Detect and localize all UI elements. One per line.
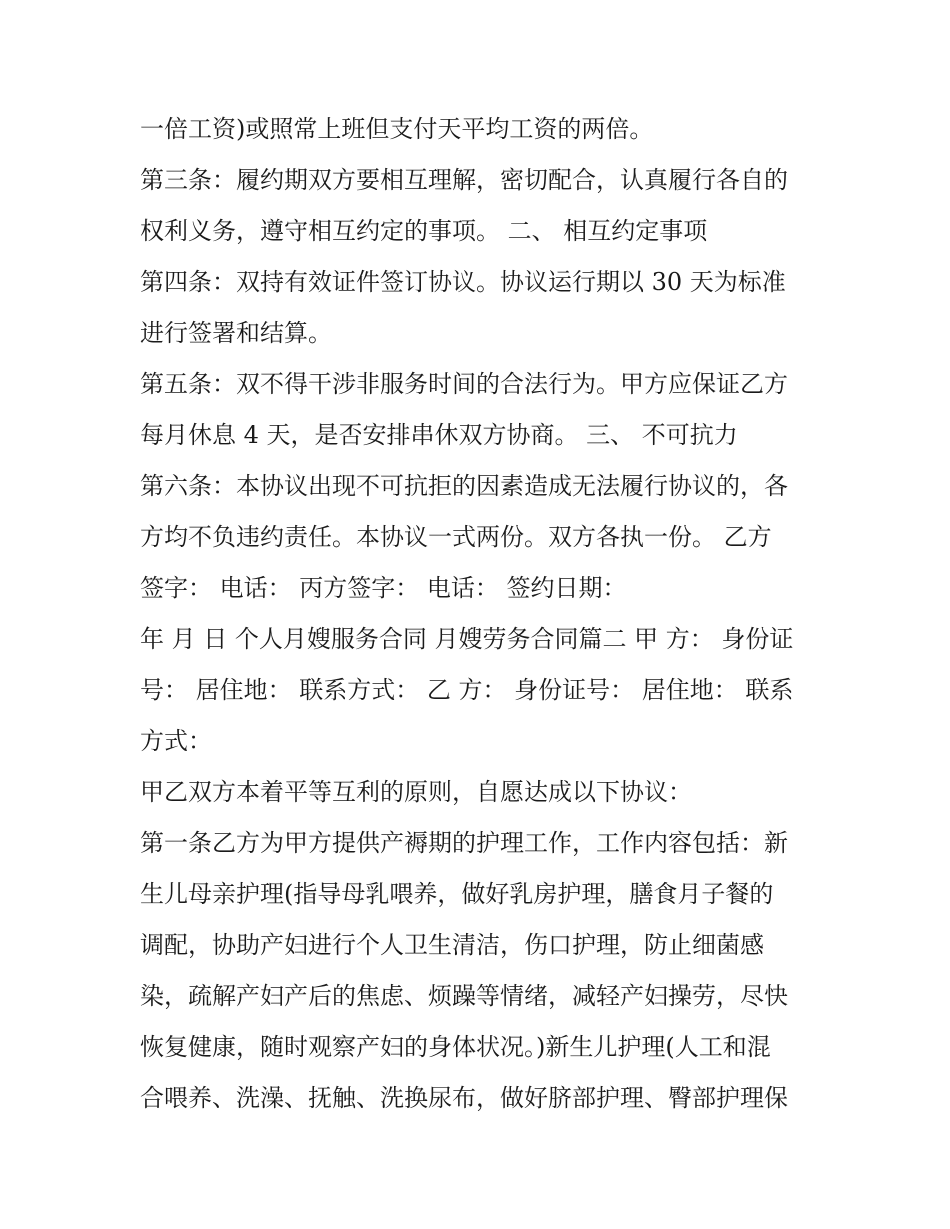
text-line: 恢复健康，随时观察产妇的身体状况。)新生儿护理(人工和混: [140, 1033, 771, 1061]
text-line: 签字： 电话： 丙方签字： 电话： 签约日期：: [140, 574, 627, 602]
text-line: 染，疏解产妇产后的焦虑、烦躁等情绪，减轻产妇操劳，尽快: [140, 982, 788, 1010]
text-line: 合喂养、洗澡、抚触、洗换尿布，做好脐部护理、臀部护理保: [140, 1084, 788, 1112]
text-line: 权利义务，遵守相互约定的事项。 二、 相互约定事项: [140, 217, 708, 245]
text-line: 生儿母亲护理(指导母乳喂养，做好乳房护理，膳食月子餐的: [140, 880, 774, 908]
text-line: 甲乙双方本着平等互利的原则，自愿达成以下协议：: [140, 778, 692, 806]
text-line: 方均不负违约责任。本协议一式两份。双方各执一份。 乙方: [140, 523, 772, 551]
text-line: 第四条：双持有效证件签订协议。协议运行期以 30 天为标准: [140, 268, 786, 296]
text-line: 第一条乙方为甲方提供产褥期的护理工作，工作内容包括：新: [140, 829, 788, 857]
text-line: 每月休息 4 天，是否安排串休双方协商。 三、 不可抗力: [140, 421, 738, 449]
text-line: 第五条：双不得干涉非服务时间的合法行为。甲方应保证乙方: [140, 370, 788, 398]
text-line: 号： 居住地： 联系方式： 乙 方： 身份证号： 居住地： 联系: [140, 676, 794, 704]
text-line: 第三条：履约期双方要相互理解，密切配合，认真履行各自的: [140, 166, 788, 194]
text-line: 一倍工资)或照常上班但支付天平均工资的两倍。: [140, 115, 654, 143]
text-line: 年 月 日 个人月嫂服务合同 月嫂劳务合同篇二 甲 方： 身份证: [140, 625, 794, 653]
text-line: 方式：: [140, 727, 212, 755]
text-line: 第六条：本协议出现不可抗拒的因素造成无法履行协议的，各: [140, 472, 788, 500]
document-body: [140, 104, 830, 1124]
text-line: 调配，协助产妇进行个人卫生清洁，伤口护理，防止细菌感: [140, 931, 764, 959]
text-line: 进行签署和结算。: [140, 319, 332, 347]
